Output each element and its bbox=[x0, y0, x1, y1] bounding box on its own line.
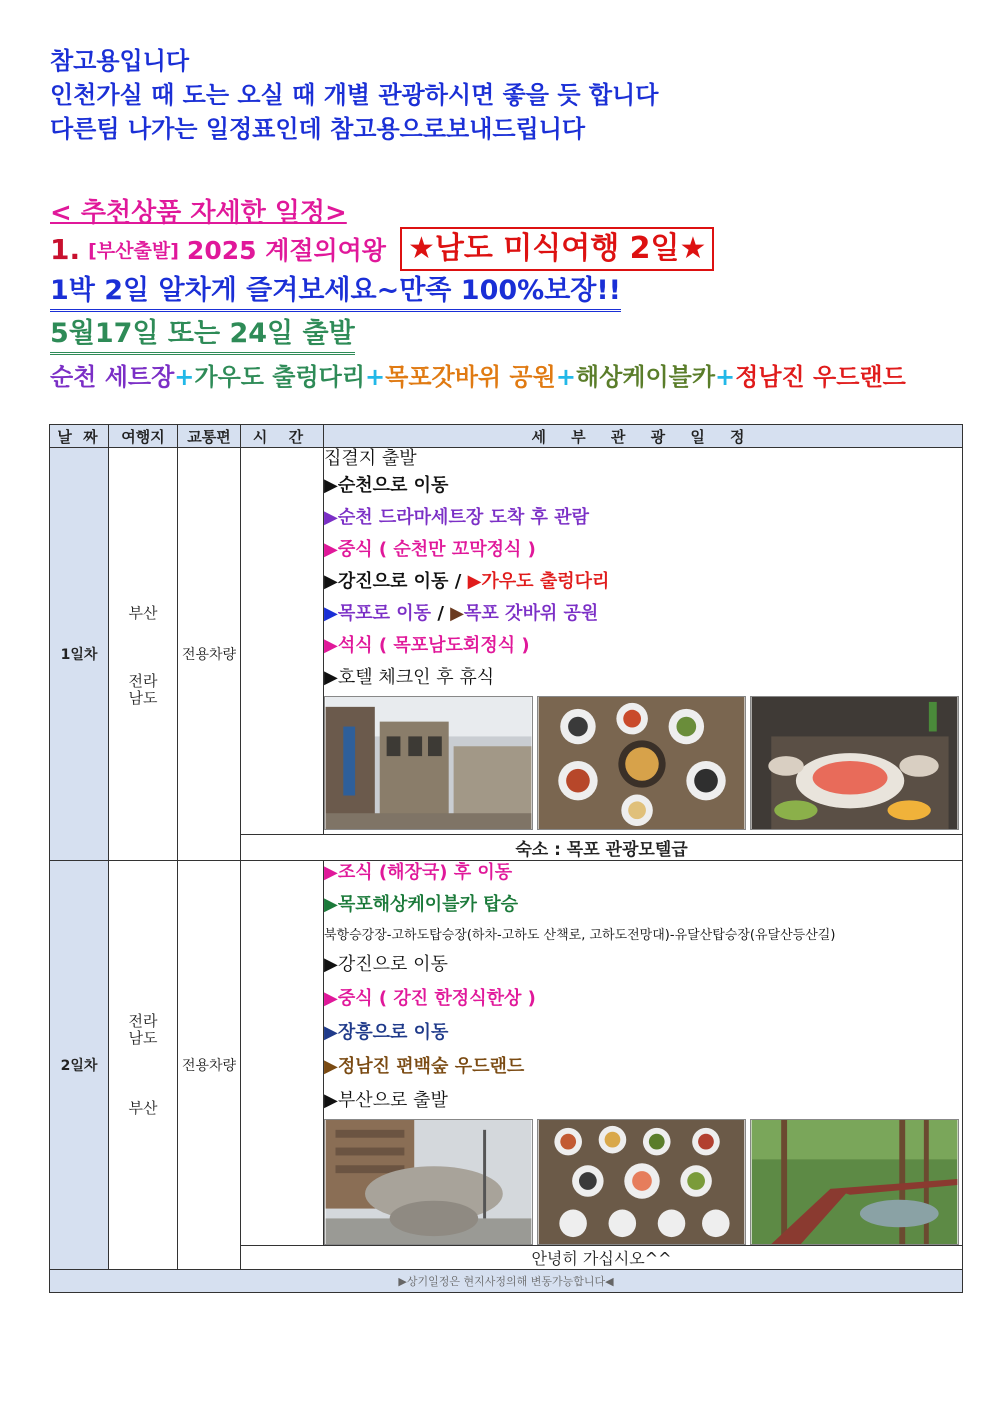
route-stop-2: 가우도 출렁다리 bbox=[194, 363, 366, 391]
list-item: 집결지 출발 bbox=[324, 448, 417, 469]
route-stop-3: 목포갓바위 공원 bbox=[385, 363, 556, 391]
route-stop-5: 정남진 우드랜드 bbox=[735, 363, 906, 391]
list-item: ▶순천으로 이동 bbox=[324, 475, 449, 496]
day1-time bbox=[241, 448, 324, 835]
day1-date: 1일차 bbox=[50, 448, 109, 861]
day1-photos bbox=[324, 696, 962, 830]
route-sep: + bbox=[715, 363, 736, 391]
forest-deck-photo bbox=[750, 1119, 959, 1245]
seafood-platter-photo bbox=[750, 696, 959, 830]
list-item: ▶정남진 편백숲 우드랜드 bbox=[324, 1056, 525, 1077]
list-item: ▶중식 ( 순천만 꼬막정식 ) bbox=[324, 539, 536, 560]
day1-lodging: 숙소 : 목포 관광모텔급 bbox=[241, 835, 963, 861]
list-item: ▶조식 (해장국) 후 이동 bbox=[324, 862, 513, 883]
route-sep: + bbox=[555, 363, 576, 391]
day2-time bbox=[241, 861, 324, 1246]
list-item: ▶목포해상케이블카 탑승 bbox=[324, 894, 518, 915]
cable-car-stone-photo bbox=[324, 1119, 533, 1245]
header-date: 날 짜 bbox=[50, 425, 109, 448]
list-item: ▶강진으로 이동 / ▶가우도 출렁다리 bbox=[324, 571, 610, 592]
route-stop-4: 해상케이블카 bbox=[575, 363, 716, 391]
day2-row bbox=[50, 861, 963, 1246]
product-title-line bbox=[50, 226, 714, 272]
day1-place-top: 부산 bbox=[128, 603, 158, 622]
list-item: ▶호텔 체크인 후 휴식 bbox=[324, 667, 495, 688]
note-row bbox=[50, 1270, 963, 1293]
list-item: ▶장흥으로 이동 bbox=[324, 1022, 449, 1043]
day2-date: 2일차 bbox=[50, 861, 109, 1270]
day1-row bbox=[50, 448, 963, 835]
day2-photos bbox=[324, 1119, 962, 1245]
table-header-row bbox=[50, 425, 963, 448]
day1-transport: 전용차량 bbox=[178, 448, 241, 861]
intro-text bbox=[50, 44, 658, 146]
product-number: 1. bbox=[50, 232, 81, 266]
day2-place-top: 전라 남도 bbox=[128, 1011, 158, 1047]
schedule-change-note: ▶상기일정은 현지사정의해 변동가능합니다◀ bbox=[50, 1270, 963, 1293]
day2-place-bottom: 부산 bbox=[128, 1098, 158, 1117]
day2-detail bbox=[324, 861, 963, 1246]
day2-transport: 전용차량 bbox=[178, 861, 241, 1270]
list-item: ▶순천 드라마세트장 도착 후 관람 bbox=[324, 507, 589, 528]
tagline: 1박 2일 알차게 즐겨보세요~만족 100%보장!! bbox=[50, 274, 621, 312]
year-theme: 2025 계절의여왕 bbox=[186, 236, 386, 265]
list-item: ▶강진으로 이동 bbox=[324, 954, 448, 975]
drama-set-photo bbox=[324, 696, 533, 830]
recommend-title: < 추천상품 자세한 일정> bbox=[50, 198, 347, 228]
departure-label: [부산출발] bbox=[88, 239, 179, 262]
day1-detail bbox=[324, 448, 963, 835]
header-time: 시 간 bbox=[241, 425, 324, 448]
departure-dates: 5월17일 또는 24일 출발 bbox=[50, 317, 355, 355]
hanjeongsik-photo bbox=[537, 1119, 746, 1245]
header-destination: 여행지 bbox=[109, 425, 178, 448]
day2-places bbox=[109, 861, 178, 1270]
route-line bbox=[50, 360, 906, 394]
header-transport: 교통편 bbox=[178, 425, 241, 448]
header-detail: 세 부 관 광 일 정 bbox=[324, 425, 963, 448]
schedule-table bbox=[49, 424, 963, 1293]
day1-places bbox=[109, 448, 178, 861]
day2-farewell: 안녕히 가십시오^^ bbox=[241, 1246, 963, 1270]
intro-line-3: 다른팀 나가는 일정표인데 참고용으로보내드립니다 bbox=[50, 115, 586, 143]
list-item: ▶중식 ( 강진 한정식한상 ) bbox=[324, 988, 536, 1009]
route-stop-1: 순천 세트장 bbox=[50, 363, 175, 391]
korean-meal-photo bbox=[537, 696, 746, 830]
intro-line-2: 인천가실 때 도는 오실 때 개별 관광하시면 좋을 듯 합니다 bbox=[50, 81, 659, 109]
list-item: 북항승강장-고하도탑승장(하차-고하도 산책로, 고하도전망대)-유달산탑승장(유달산등산길) bbox=[324, 928, 836, 943]
route-sep: + bbox=[365, 363, 386, 391]
boxed-product-title: ★남도 미식여행 2일★ bbox=[400, 227, 714, 271]
list-item: ▶석식 ( 목포남도회정식 ) bbox=[324, 635, 530, 656]
list-item: ▶부산으로 출발 bbox=[324, 1090, 448, 1111]
route-sep: + bbox=[174, 363, 195, 391]
day1-place-bottom: 전라 남도 bbox=[128, 671, 158, 707]
intro-line-1: 참고용입니다 bbox=[50, 47, 190, 75]
list-item: ▶목포로 이동 / ▶목포 갓바위 공원 bbox=[324, 603, 599, 624]
